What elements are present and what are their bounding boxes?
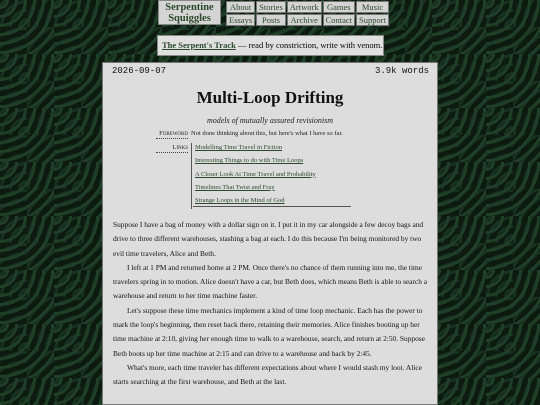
tagline-banner: [157, 35, 384, 56]
nav-essays[interactable]: Essays: [226, 14, 255, 26]
nav-about[interactable]: About: [226, 1, 255, 13]
site-title-line2: Squiggles: [168, 13, 211, 24]
foreword-text: Not done thinking about this, but here's what I have so far.: [191, 130, 343, 137]
site-title-line1: Serpentine: [165, 2, 214, 13]
article-subtitle: models of mutually assured revisionism: [206, 116, 334, 125]
foreword-label[interactable]: Foreword: [156, 129, 188, 139]
article-body: [113, 218, 429, 390]
nav-artwork[interactable]: Artwork: [287, 1, 322, 13]
article-word-count: 3.9k words: [374, 66, 429, 76]
nav-contact[interactable]: Contact: [323, 14, 355, 26]
nav-support[interactable]: Support: [356, 14, 389, 26]
article-date: 2026-09-07: [112, 66, 167, 76]
site-title[interactable]: [158, 0, 221, 25]
nav-posts[interactable]: Posts: [256, 14, 286, 26]
nav-games[interactable]: Games: [323, 1, 355, 13]
links-label[interactable]: Links: [156, 143, 188, 153]
nav-archive[interactable]: Archive: [287, 14, 322, 26]
related-link[interactable]: Interesting Things to do with Time Loops: [195, 157, 304, 165]
article-front-matter: [156, 129, 396, 209]
main-nav: [226, 1, 386, 26]
related-link[interactable]: Strange Loops in the Mind of God: [195, 197, 285, 205]
related-link[interactable]: A Closer Look At Time Travel and Probability: [195, 170, 316, 178]
tagline-text: — read by constriction, write with venom.: [237, 40, 383, 50]
article-title: Multi-Loop Drifting: [196, 88, 344, 107]
article-meta: [103, 63, 437, 76]
section-divider: [193, 206, 351, 207]
tagline-brand-link[interactable]: The Serpent's Track: [162, 40, 236, 50]
body-paragraph: I left at 1 PM and returned home at 2 PM. Once there's no chance of them running into me, the time travelers spring in to motion. Alice doesn't have a car, but Beth does, which means Beth is able to search a warehouse and return to her time machine faster.: [113, 262, 428, 301]
links-list: [191, 143, 316, 209]
body-paragraph: Suppose I have a bag of money with a dollar sign on it. I put it in my car alongside a few decoy bags and drive to three different warehouses, stashing a bag at each. I do this because I'm being monitored by two evil time travelers, Alice and Beth.: [113, 220, 424, 258]
related-link[interactable]: Timelines That Twist and Fray: [195, 183, 275, 191]
nav-music[interactable]: Music: [356, 1, 389, 13]
body-paragraph: Let's suppose these time mechanics implement a kind of time loop mechanic. Each has the power to mark the loop's beginning, then reset back there, retaining their memories. Alice finishes booting up her time machine at 2:10, giving her enough time to walk to a warehouse, search, and return at 2:50. Suppose Beth boots up her time machine at 2:15 and can drive to a warehouse and back by 2:45.: [113, 305, 425, 358]
article: [102, 62, 438, 405]
nav-stories[interactable]: Stories: [256, 1, 286, 13]
related-link[interactable]: Modelling Time Travel in Fiction: [195, 144, 283, 151]
body-paragraph: What's more, each time traveler has different expectations about where I would stash my loot. Alice starts searching at the first warehouse, and Beth at the last.: [113, 362, 422, 387]
